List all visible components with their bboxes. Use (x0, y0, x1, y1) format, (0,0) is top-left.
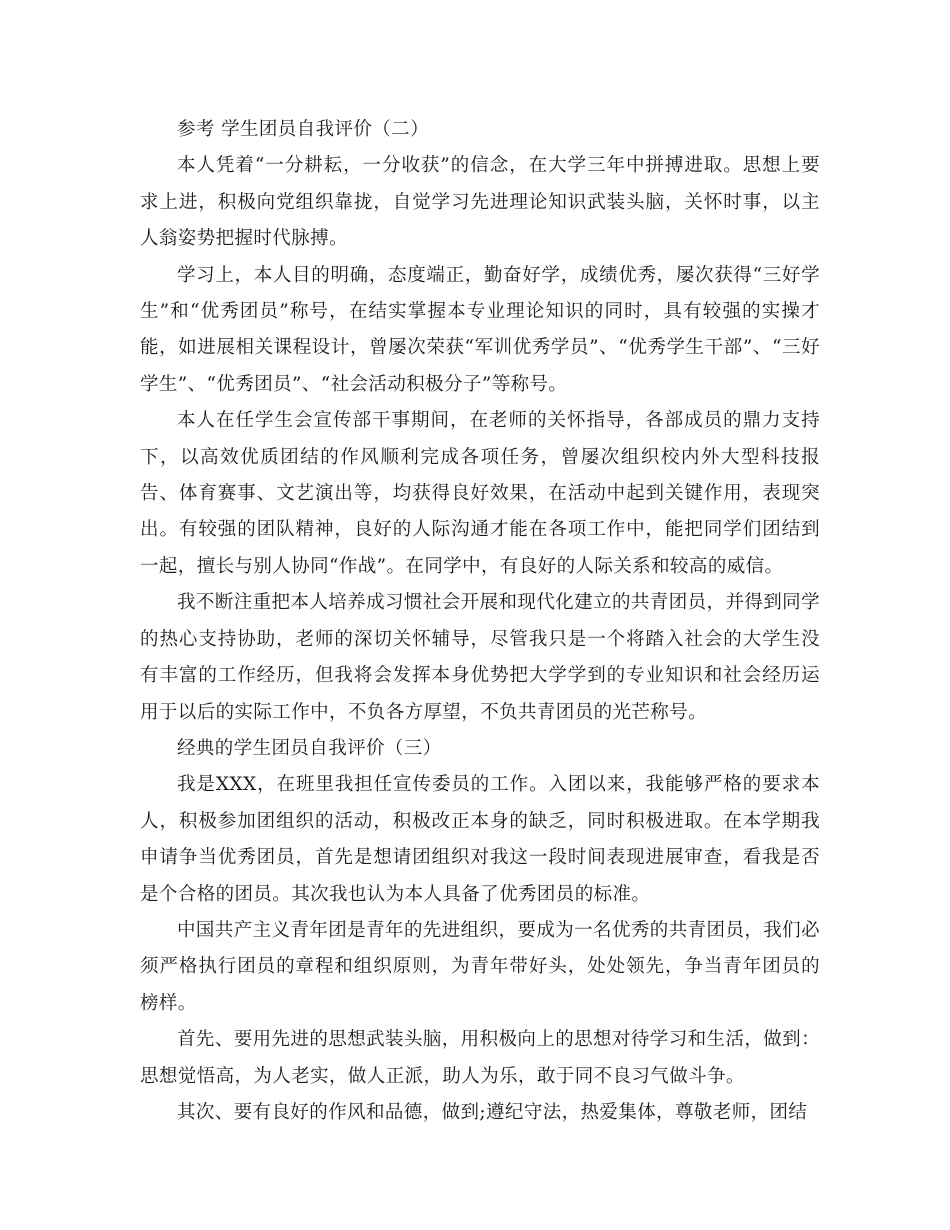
paragraph: 本人凭着“一分耕耘，一分收获”的信念，在大学三年中拼搏进取。思想上要求上进，积极向党组织靠拢，自觉学习先进理论知识武装头脑，关怀时事，以主人翁姿势把握时代脉搏。 (140, 155, 820, 250)
section-heading-3: 经典的学生团员自我评价（三） (177, 737, 442, 759)
paragraph: 学习上，本人目的明确，态度端正，勤奋好学，成绩优秀，屡次获得“三好学生”和“优秀团员”称号，在结实掌握本专业理论知识的同时，具有较强的实操才能，如进展相关课程设计，曾屡次荣获“军训优秀学员”、“优秀学生干部”、“三好学生”、“优秀团员”、“社会活动积极分子”等称号。 (140, 264, 820, 395)
paragraph: 中国共产主义青年团是青年的先进组织，要成为一名优秀的共青团员，我们必须严格执行团员的章程和组织原则，为青年带好头，处处领先，争当青年团员的榜样。 (140, 919, 820, 1014)
paragraph: 首先、要用先进的思想武装头脑，用积极向上的思想对待学习和生活，做到：思想觉悟高，为人老实，做人正派，助人为乐，敢于同不良习气做斗争。 (140, 1029, 820, 1087)
paragraph: 本人在任学生会宣传部干事期间，在老师的关怀指导，各部成员的鼎力支持下，以高效优质团结的作风顺利完成各项任务，曾屡次组织校内外大型科技报告、体育赛事、文艺演出等，均获得良好效果，在活动中起到关键作用，表现突出。有较强的团队精神，良好的人际沟通才能在各项工作中，能把同学们团结到一起，擅长与别人协同“作战”。在同学中，有良好的人际关系和较高的威信。 (140, 410, 820, 577)
paragraph: 其次、要有良好的作风和品德，做到;遵纪守法，热爱集体，尊敬老师，团结 (177, 1101, 808, 1123)
document-body (140, 112, 820, 1131)
paragraph: 我不断注重把本人培养成习惯社会开展和现代化建立的共青团员，并得到同学的热心支持协助，老师的深切关怀辅导，尽管我只是一个将踏入社会的大学生没有丰富的工作经历，但我将会发挥本身优势把大学学到的专业知识和社会经历运用于以后的实际工作中，不负各方厚望，不负共青团员的光芒称号。 (140, 592, 820, 723)
paragraph: 我是XXX，在班里我担任宣传委员的工作。入团以来，我能够严格的要求本人，积极参加团组织的活动，积极改正本身的缺乏，同时积极进取。在本学期我申请争当优秀团员，首先是想请团组织对我这一段时间表现进展审查，看我是否是个合格的团员。其次我也认为本人具备了优秀团员的标准。 (140, 774, 820, 905)
section-heading-2: 参考 学生团员自我评价（二） (177, 119, 429, 140)
